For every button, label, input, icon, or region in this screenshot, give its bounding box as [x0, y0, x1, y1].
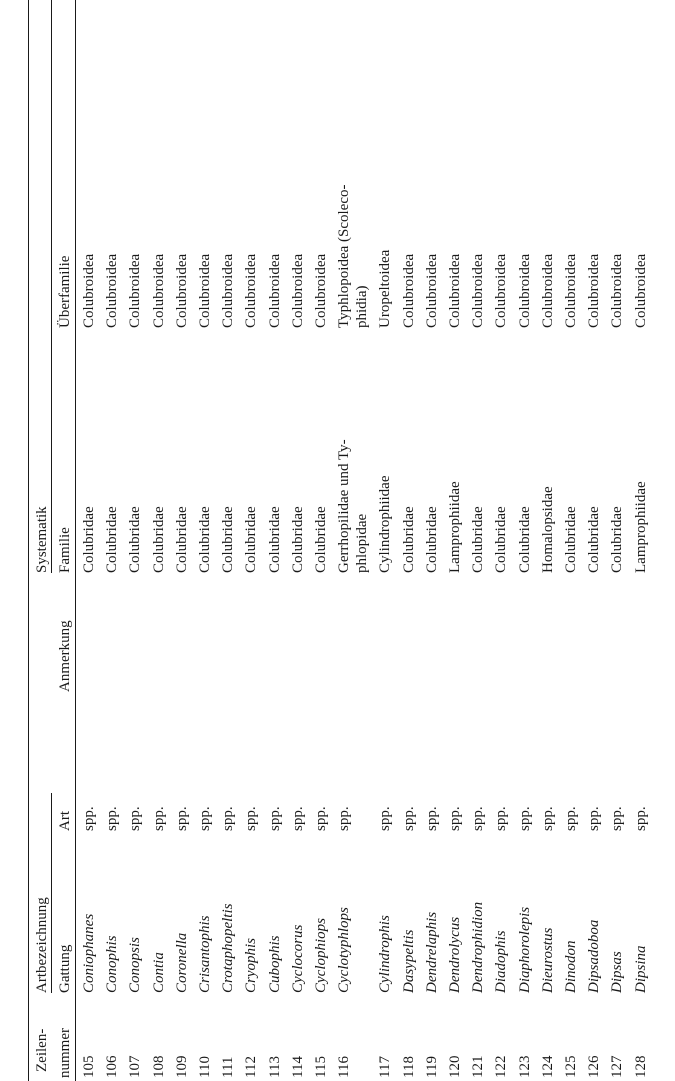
cell-zeilennummer: 125: [563, 1055, 579, 1078]
cell-familie: Lamprophiidae: [632, 481, 649, 573]
header-anmerkung: Anmerkung: [57, 620, 73, 692]
cell-gattung: Coronella: [173, 932, 190, 993]
cell-familie: Colubridae: [493, 506, 510, 573]
cell-gattung: Conopsis: [127, 937, 144, 993]
cell-familie: Colubridae: [243, 506, 260, 573]
cell-art: spp.: [400, 806, 417, 831]
cell-familie: Cylindrophiidae: [377, 475, 394, 573]
cell-zeilennummer: 122: [493, 1055, 510, 1078]
cell-zeilennummer: 110: [197, 1056, 213, 1078]
cell-art: spp.: [150, 806, 167, 831]
cell-ueberfamilie: Colubroidea: [423, 253, 440, 328]
cell-ueberfamilie: Colubroidea: [220, 253, 237, 328]
cell-familie: Colubridae: [104, 506, 121, 573]
cell-familie: Colubridae: [81, 506, 97, 573]
cell-art: spp.: [423, 806, 440, 831]
header-bottom-rule: [75, 0, 76, 1081]
cell-gattung: Crisantophis: [197, 915, 213, 993]
cell-ueberfamilie: Colubroidea: [447, 253, 463, 328]
cell-ueberfamilie: Colubroidea: [470, 253, 487, 328]
cell-art: spp.: [197, 806, 213, 831]
cell-zeilennummer: 109: [173, 1055, 190, 1078]
cell-gattung: Coniophanes: [81, 913, 97, 993]
cell-art: spp.: [377, 806, 394, 831]
cell-familie: Colubridae: [220, 506, 237, 573]
cell-zeilennummer: 116: [336, 1056, 353, 1078]
cell-art: spp.: [104, 806, 121, 831]
cell-zeilennummer: 120: [447, 1055, 463, 1078]
cell-art: spp.: [336, 806, 353, 831]
cell-gattung: Cryophis: [243, 937, 260, 993]
cell-familie: Colubridae: [586, 506, 603, 573]
header-artbezeichnung: Artbezeichnung: [34, 897, 50, 993]
cell-gattung: Crotaphopeltis: [220, 903, 237, 993]
cell-art: spp.: [266, 806, 283, 831]
cell-art: spp.: [173, 806, 190, 831]
cell-zeilennummer: 112: [243, 1056, 260, 1078]
systematik-rule: [51, 0, 52, 573]
cell-gattung: Dipsadoboa: [586, 919, 603, 993]
cell-zeilennummer: 123: [516, 1055, 533, 1078]
header-zeilennummer-line2: nummer: [57, 1028, 73, 1078]
cell-zeilennummer: 107: [127, 1055, 144, 1078]
cell-art: spp.: [447, 806, 463, 831]
cell-art: spp.: [313, 806, 329, 831]
cell-zeilennummer: 121: [470, 1055, 487, 1078]
cell-gattung: Dinodon: [563, 940, 579, 993]
cell-art: spp.: [243, 806, 260, 831]
cell-familie: Colubridae: [289, 506, 306, 573]
cell-zeilennummer: 124: [539, 1055, 556, 1078]
cell-zeilennummer: 111: [220, 1056, 237, 1078]
cell-familie: Homalopsidae: [539, 486, 556, 573]
cell-ueberfamilie: Colubroidea: [632, 253, 649, 328]
cell-gattung: Dipsina: [632, 945, 649, 993]
cell-familie-cont: phlopidae: [354, 513, 371, 573]
cell-gattung: Dasypeltis: [400, 929, 417, 993]
cell-ueberfamilie: Colubroidea: [563, 253, 579, 328]
cell-ueberfamilie: Colubroidea: [150, 253, 167, 328]
cell-zeilennummer: 108: [150, 1055, 167, 1078]
cell-familie: Colubridae: [266, 506, 283, 573]
top-rule: [28, 0, 29, 1081]
cell-zeilennummer: 128: [632, 1055, 649, 1078]
header-systematik: Systematik: [34, 506, 50, 573]
cell-zeilennummer: 113: [266, 1056, 283, 1078]
cell-gattung: Dipsas: [609, 951, 626, 993]
cell-art: spp.: [609, 806, 626, 831]
cell-familie: Colubridae: [127, 506, 144, 573]
cell-familie: Colubridae: [313, 506, 329, 573]
artbezeichnung-rule: [51, 793, 52, 993]
cell-zeilennummer: 114: [289, 1056, 306, 1078]
cell-ueberfamilie: Colubroidea: [81, 253, 97, 328]
header-gattung: Gattung: [57, 944, 73, 993]
cell-zeilennummer: 105: [81, 1055, 97, 1078]
header-familie: Familie: [57, 527, 73, 573]
cell-familie: Colubridae: [197, 506, 213, 573]
cell-art: spp.: [493, 806, 510, 831]
cell-zeilennummer: 127: [609, 1055, 626, 1078]
cell-gattung: Cylindrophis: [377, 915, 394, 993]
cell-ueberfamilie: Colubroidea: [516, 253, 533, 328]
cell-ueberfamilie: Colubroidea: [289, 253, 306, 328]
cell-ueberfamilie: Colubroidea: [173, 253, 190, 328]
cell-zeilennummer: 118: [400, 1056, 417, 1078]
cell-ueberfamilie: Colubroidea: [493, 253, 510, 328]
cell-gattung: Cubophis: [266, 935, 283, 993]
cell-art: spp.: [539, 806, 556, 831]
cell-familie: Colubridae: [400, 506, 417, 573]
cell-ueberfamilie: Colubroidea: [197, 253, 213, 328]
cell-art: spp.: [470, 806, 487, 831]
cell-ueberfamilie: Colubroidea: [243, 253, 260, 328]
cell-familie: Colubridae: [470, 506, 487, 573]
cell-art: spp.: [220, 806, 237, 831]
cell-ueberfamilie: Colubroidea: [104, 253, 121, 328]
cell-art: spp.: [81, 806, 97, 831]
cell-gattung: Conophis: [104, 935, 121, 993]
cell-art: spp.: [586, 806, 603, 831]
header-zeilennummer-line1: Zeilen-: [34, 1028, 50, 1072]
cell-ueberfamilie: Colubroidea: [313, 253, 329, 328]
cell-zeilennummer: 115: [313, 1056, 329, 1078]
cell-familie: Colubridae: [423, 506, 440, 573]
header-art: Art: [57, 811, 73, 831]
cell-familie: Gerrhopilidae und Ty-: [336, 439, 353, 573]
cell-familie: Colubridae: [150, 506, 167, 573]
header-ueberfamilie: Überfamilie: [57, 255, 73, 328]
cell-gattung: Cyclotyphlops: [336, 907, 353, 993]
cell-gattung: Diaphorolepis: [516, 906, 533, 993]
cell-art: spp.: [289, 806, 306, 831]
cell-zeilennummer: 119: [423, 1056, 440, 1078]
cell-familie: Colubridae: [173, 506, 190, 573]
cell-ueberfamilie: Typhlopoidea (Scoleco-: [336, 184, 353, 328]
cell-zeilennummer: 117: [377, 1056, 394, 1078]
cell-ueberfamilie: Colubroidea: [127, 253, 144, 328]
cell-art: spp.: [516, 806, 533, 831]
cell-zeilennummer: 106: [104, 1055, 121, 1078]
cell-gattung: Cyclocorus: [289, 924, 306, 993]
cell-gattung: Dieurostus: [539, 927, 556, 993]
cell-ueberfamilie: Colubroidea: [539, 253, 556, 328]
cell-art: spp.: [127, 806, 144, 831]
cell-gattung: Dendrophidion: [470, 901, 487, 993]
cell-ueberfamilie-cont: phidia): [354, 285, 371, 328]
cell-familie: Colubridae: [516, 506, 533, 573]
cell-ueberfamilie: Colubroidea: [400, 253, 417, 328]
cell-ueberfamilie: Colubroidea: [266, 253, 283, 328]
cell-gattung: Contia: [150, 952, 167, 993]
cell-familie: Lamprophiidae: [447, 481, 463, 573]
cell-ueberfamilie: Colubroidea: [586, 253, 603, 328]
cell-art: spp.: [632, 806, 649, 831]
cell-ueberfamilie: Uropeltoidea: [377, 249, 394, 328]
cell-gattung: Cyclophiops: [313, 918, 329, 993]
cell-gattung: Diadophis: [493, 930, 510, 993]
cell-gattung: Dendrelaphis: [423, 911, 440, 993]
cell-gattung: Dendrolycus: [447, 916, 463, 993]
cell-ueberfamilie: Colubroidea: [609, 253, 626, 328]
cell-familie: Colubridae: [563, 506, 579, 573]
cell-zeilennummer: 126: [586, 1055, 603, 1078]
cell-familie: Colubridae: [609, 506, 626, 573]
cell-art: spp.: [563, 806, 579, 831]
